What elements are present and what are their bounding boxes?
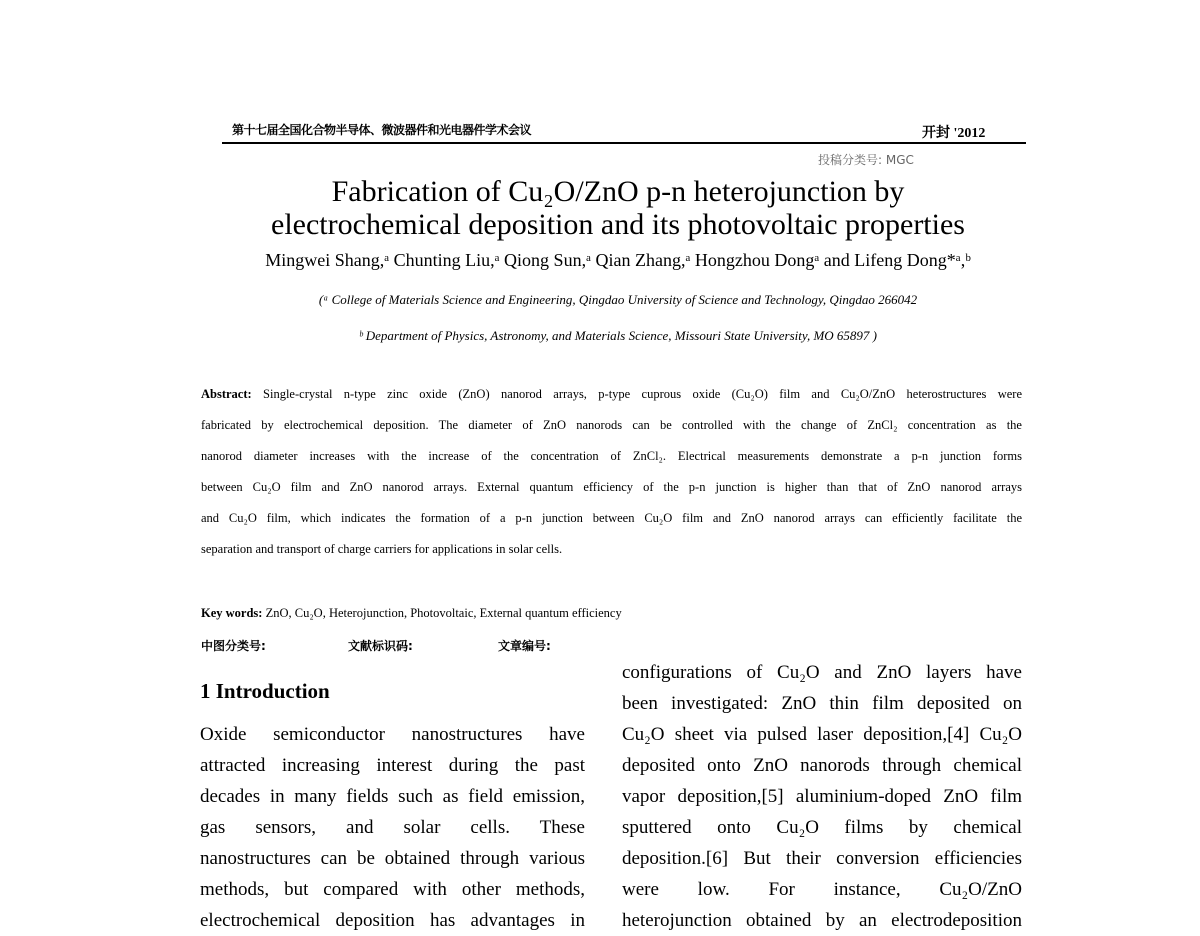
abstract-line <box>201 542 1022 557</box>
body-line: decades in many fields such as field emission, <box>200 786 585 807</box>
abstract-line-text: separation and transport of charge carriers for applications in solar cells. <box>201 542 563 556</box>
affiliation-b: ᵇ Department of Physics, Astronomy, and Materials Science, Missouri State University, MO 65897 ) <box>358 328 877 343</box>
keywords <box>201 606 622 621</box>
clc-number-label: 中图分类号: <box>201 639 266 653</box>
body-line: methods, but compared with other methods, <box>200 879 585 900</box>
running-header-conference: 第十七届全国化合物半导体、微波器件和光电器件学术会议 <box>232 123 532 137</box>
body-line: deposition.[6] But their conversion efficiencies <box>622 848 1022 869</box>
abstract-line <box>201 511 1022 526</box>
article-number-label: 文章编号: <box>498 639 551 653</box>
abstract-label: Abstract: <box>201 387 252 401</box>
classification-stamp: 投稿分类号: MGC <box>818 153 914 167</box>
abstract-line-text: fabricated by electrochemical deposition. The diameter of ZnO nanorods can be controlled with the change of ZnCl₂ concentration as the <box>201 418 1022 432</box>
author-list: Mingwei Shang,ᵃ Chunting Liu,ᵃ Qiong Sun,ᵃ Qian Zhang,ᵃ Hongzhou Dongᵃ and Lifeng Dong*ᵃ,ᵇ <box>265 250 971 270</box>
abstract-line <box>201 480 1022 495</box>
keywords-text: ZnO, Cu₂O, Heterojunction, Photovoltaic, External quantum efficiency <box>262 606 622 620</box>
body-line: Cu₂O sheet via pulsed laser deposition,[4] Cu₂O <box>622 724 1022 745</box>
body-line: been investigated: ZnO thin film deposited on <box>622 693 1022 714</box>
abstract-line-text: between Cu₂O film and ZnO nanorod arrays. External quantum efficiency of the p-n junction is higher than that of ZnO nanorod arrays <box>201 480 1022 494</box>
abstract-line <box>201 387 1022 402</box>
body-line: were low. For instance, Cu₂O/ZnO <box>622 879 1022 900</box>
body-line: heterojunction obtained by an electrodeposition <box>622 910 1022 931</box>
body-line: configurations of Cu₂O and ZnO layers have <box>622 662 1022 683</box>
abstract-line-text: and Cu₂O film, which indicates the formation of a p-n junction between Cu₂O film and ZnO nanorod arrays can efficiently facilitate the <box>201 511 1022 525</box>
body-line: deposited onto ZnO nanorods through chemical <box>622 755 1022 776</box>
header-rule <box>222 142 1026 144</box>
affiliation-a: (ᵃ College of Materials Science and Engineering, Qingdao University of Science and Technology, Qingdao 266042 <box>318 292 918 307</box>
abstract-line <box>201 449 1022 464</box>
body-line: nanostructures can be obtained through various <box>200 848 585 869</box>
running-header-location-year: 开封 '2012 <box>922 126 986 141</box>
abstract-line-text: Single-crystal n-type zinc oxide (ZnO) nanorod arrays, p-type cuprous oxide (Cu₂O) film and Cu₂O/ZnO heterostructures were <box>251 387 1022 401</box>
abstract-line-text: nanorod diameter increases with the increase of the concentration of ZnCl₂. Electrical measurements demonstrate a p-n junction forms <box>201 449 1022 463</box>
keywords-label: Key words: <box>201 606 263 620</box>
document-code-label: 文献标识码: <box>348 639 413 653</box>
body-line: attracted increasing interest during the past <box>200 755 585 776</box>
body-line: gas sensors, and solar cells. These <box>200 817 585 838</box>
body-line: electrochemical deposition has advantages in <box>200 910 585 931</box>
classification-fields <box>201 637 551 654</box>
body-line: Oxide semiconductor nanostructures have <box>200 724 585 745</box>
body-line: sputtered onto Cu₂O films by chemical <box>622 817 1022 838</box>
body-line: vapor deposition,[5] aluminium-doped ZnO film <box>622 786 1022 807</box>
abstract-line <box>201 418 1022 433</box>
paper-title-line-2: electrochemical deposition and its photovoltaic properties <box>271 208 965 241</box>
section-heading: 1 Introduction <box>200 679 330 703</box>
paper-title-line-1: Fabrication of Cu₂O/ZnO p-n heterojunction by <box>331 175 905 208</box>
